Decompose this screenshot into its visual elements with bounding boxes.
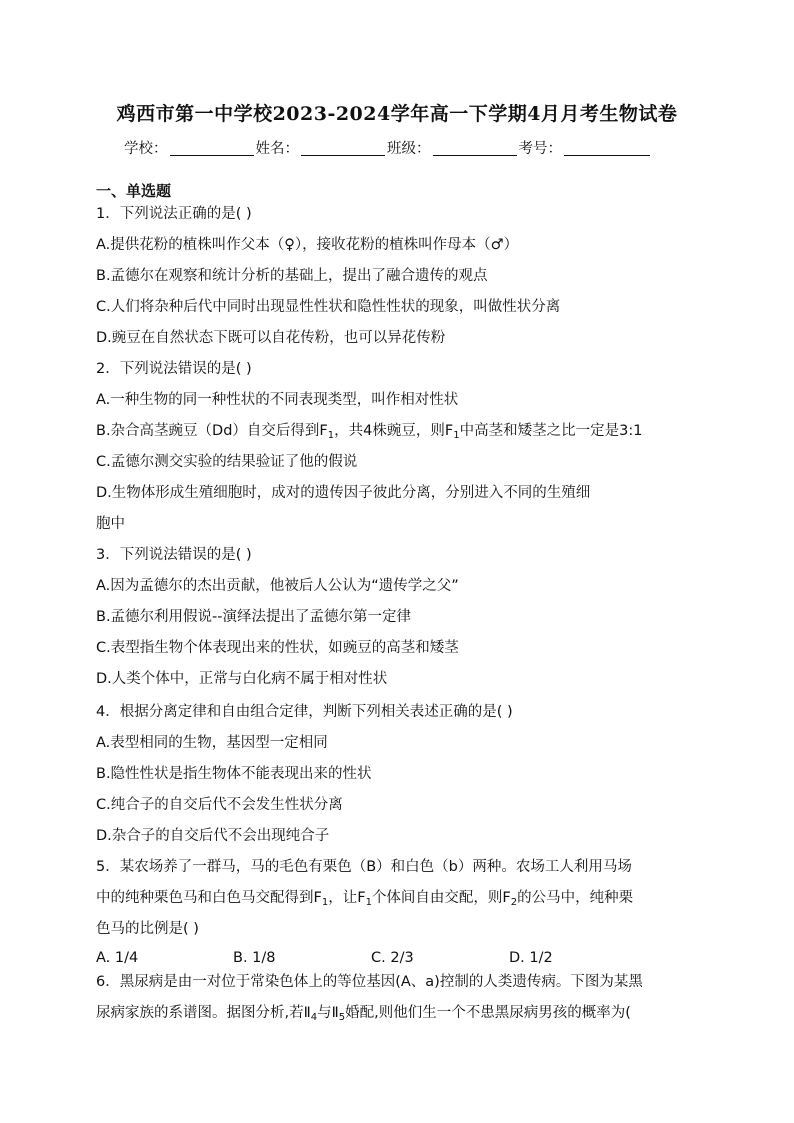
- q1-option-b: B.孟德尔在观察和统计分析的基础上，提出了融合遗传的观点: [96, 268, 488, 284]
- q3-stem: 3．下列说法错误的是( ): [96, 547, 252, 563]
- q3-option-a: A.因为孟德尔的杰出贡献，他被后人公认为“遗传学之父”: [96, 578, 459, 594]
- exam-number-label: 考号：: [518, 141, 562, 157]
- q4-stem: 4．根据分离定律和自由组合定律，判断下列相关表述正确的是( ): [96, 704, 513, 720]
- q1-stem: 1．下列说法正确的是( ): [96, 206, 252, 222]
- q6-stem-line2: 尿病家族的系谱图。据图分析,若$Ⅱ_4$与$Ⅱ_5$婚配,则他们生一个不患黑尿病男孩的概率为(: [96, 1005, 631, 1023]
- q2-option-b: B.杂合高茎豌豆（Dd）自交后得到$F_1$，共4株豌豆，则$F_1$中高茎和矮茎之比一定是3:1: [96, 423, 643, 441]
- q6-stem-line1: 6．黑尿病是由一对位于常染色体上的等位基因(A、a)控制的人类遗传病。下图为某黑: [96, 974, 643, 990]
- q2-option-d-cont: 胞中: [96, 516, 125, 532]
- q1-option-c: C.人们将杂种后代中同时出现显性性状和隐性性状的现象，叫做性状分离: [96, 299, 561, 315]
- student-info-line: [124, 134, 652, 158]
- q3-option-b: B.孟德尔利用假说--演绎法提出了孟德尔第一定律: [96, 609, 412, 625]
- q5-stem-line1: 5．某农场养了一群马，马的毛色有栗色（B）和白色（b）两种。农场工人利用马场: [96, 859, 632, 875]
- q3-option-d: D.人类个体中，正常与白化病不属于相对性状: [96, 671, 388, 687]
- q2-option-d: D.生物体形成生殖细胞时，成对的遗传因子彼此分离，分别进入不同的生殖细: [96, 485, 591, 501]
- name-field[interactable]: [301, 137, 385, 156]
- q2-option-c: C.孟德尔测交实验的结果验证了他的假说: [96, 454, 358, 470]
- name-label: 姓名：: [255, 141, 299, 157]
- q4-option-c: C.纯合子的自交后代不会发生性状分离: [96, 797, 343, 813]
- class-label: 班级：: [387, 141, 431, 157]
- q5-stem-line2: 中的纯种栗色马和白色马交配得到$F_1$，让$F_1$个体间自由交配，则$F_2$的公马中，纯种栗: [96, 890, 634, 908]
- class-field[interactable]: [433, 137, 517, 156]
- q3-option-c: C.表型指生物个体表现出来的性状，如豌豆的高茎和矮茎: [96, 640, 459, 656]
- q5-stem-line3: 色马的比例是( ): [96, 921, 199, 937]
- q2-option-a: A.一种生物的同一种性状的不同表现类型，叫作相对性状: [96, 392, 459, 408]
- q4-option-d: D.杂合子的自交后代不会出现纯合子: [96, 828, 330, 844]
- q5-option-c: C. 2/3: [371, 950, 414, 966]
- q2-stem: 2．下列说法错误的是( ): [96, 361, 252, 377]
- q5-option-b: B. 1/8: [233, 950, 276, 966]
- school-field[interactable]: [170, 137, 254, 156]
- q1-option-a: A.提供花粉的植株叫作父本（♀），接收花粉的植株叫作母本（♂）: [96, 237, 519, 253]
- q5-options: [96, 950, 716, 970]
- q4-option-b: B.隐性性状是指生物体不能表现出来的性状: [96, 766, 372, 782]
- q1-option-d: D.豌豆在自然状态下既可以自花传粉，也可以异花传粉: [96, 330, 446, 346]
- section-heading: 一、单选题: [96, 182, 172, 200]
- q4-option-a: A.表型相同的生物，基因型一定相同: [96, 735, 328, 751]
- exam-number-field[interactable]: [564, 137, 650, 156]
- q5-option-d: D. 1/2: [509, 950, 553, 966]
- school-label: 学校：: [124, 141, 168, 157]
- q5-option-a: A. 1/4: [96, 950, 139, 966]
- exam-title: 鸡西市第一中学校2023-2024学年高一下学期4月月考生物试卷: [116, 103, 678, 125]
